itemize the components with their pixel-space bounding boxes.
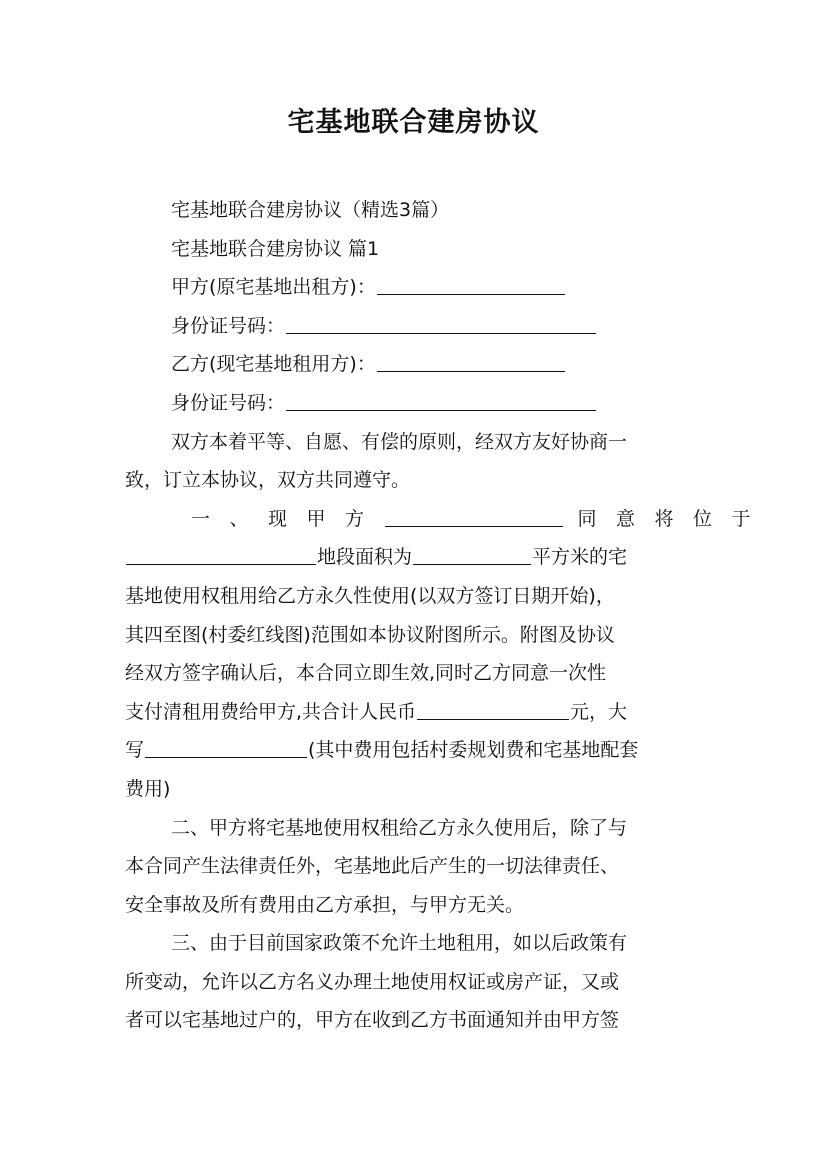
party-a-line: [125, 268, 710, 307]
clause-text: 同意将位于: [577, 507, 771, 530]
fill-blank: [145, 733, 307, 758]
clause-1-line: [125, 500, 771, 539]
fill-blank: [385, 502, 563, 527]
text-line: 三、由于目前国家政策不允许土地租用，如以后政策有: [171, 932, 628, 955]
fill-blank: [126, 540, 316, 565]
text-line: 费用): [125, 777, 171, 800]
clause-text: 元，大: [570, 700, 628, 723]
fill-blank: [413, 540, 531, 565]
clause-text: 写: [125, 739, 145, 762]
fill-blank: [417, 695, 569, 720]
clause-text: (其中费用包括村委规划费和宅基地配套: [308, 739, 639, 762]
text-line: 其四至图(村委红线图)范围如本协议附图所示。附图及协议: [125, 623, 615, 646]
text-line: 致，订立本协议，双方共同遵守。: [125, 469, 411, 492]
id-number-blank: [286, 386, 596, 411]
id-number-blank: [286, 309, 596, 334]
text-line: 者可以宅基地过户的，甲方在收到乙方书面通知并由甲方签: [125, 1009, 620, 1032]
text-line: 安全事故及所有费用由乙方承担，与甲方无关。: [125, 893, 525, 916]
text-line: 宅基地联合建房协议（精选3篇）: [171, 199, 450, 221]
id-number-label: 身份证号码：: [171, 314, 286, 337]
clause-text: 地段面积为: [317, 546, 413, 569]
text-line: 基地使用权租用给乙方永久性使用(以双方签订日期开始)，: [125, 584, 615, 607]
party-a-id-line: [125, 307, 710, 346]
party-b-line: [125, 345, 710, 384]
text-line: 经双方签字确认后，本合同立即生效,同时乙方同意一次性: [125, 662, 607, 685]
text-line: 宅基地联合建房协议 篇1: [171, 237, 380, 260]
text-line: 二、甲方将宅基地使用权租给乙方永久使用后，除了与: [171, 816, 628, 839]
text-line: 双方本着平等、自愿、有偿的原则，经双方友好协商一: [171, 430, 628, 453]
text-line: 本合同产生法律责任外，宅基地此后产生的一切法律责任、: [125, 855, 620, 878]
clause-text: 一、现甲方: [191, 507, 384, 530]
party-b-blank: [377, 347, 565, 372]
party-a-blank: [377, 270, 565, 295]
clause-1-line: [125, 538, 710, 577]
text-line: 所变动，允许以乙方名义办理土地使用权证或房产证，又或: [125, 970, 620, 993]
payment-words-line: [125, 731, 710, 770]
clause-text: 支付清租用费给甲方,共合计人民币: [125, 700, 417, 723]
id-number-label: 身份证号码：: [171, 391, 286, 414]
document-body: [125, 191, 771, 1040]
party-b-id-line: [125, 384, 710, 423]
document-title: 宅基地联合建房协议: [287, 107, 540, 138]
party-b-label: 乙方(现宅基地租用方)：: [171, 353, 376, 376]
payment-line: [125, 693, 710, 732]
party-a-label: 甲方(原宅基地出租方)：: [171, 276, 376, 299]
clause-text: 平方米的宅: [532, 546, 628, 569]
